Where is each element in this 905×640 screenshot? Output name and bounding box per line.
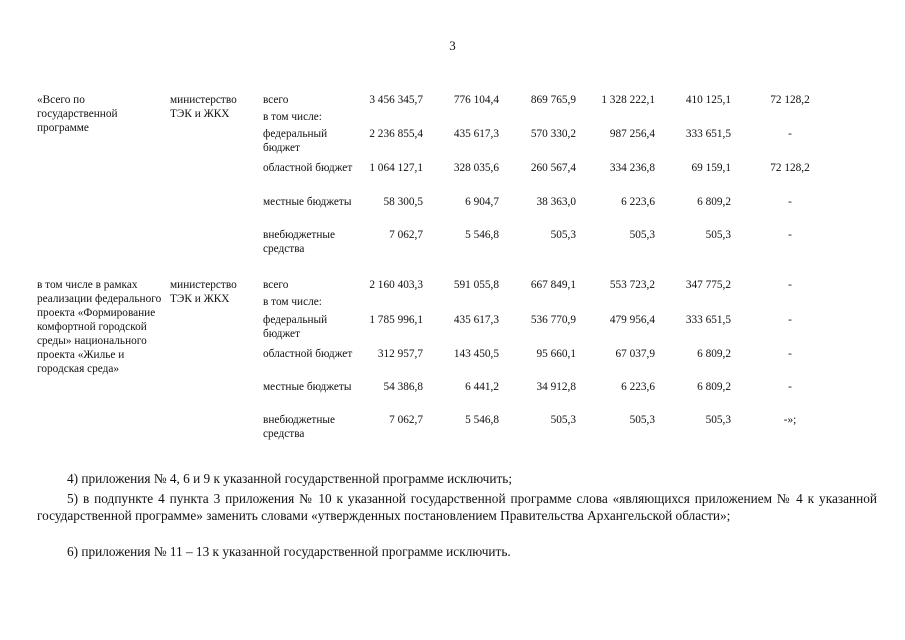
value-year-3: 6 223,6 bbox=[621, 196, 655, 208]
value-year-5: - bbox=[788, 348, 792, 360]
value-year-3: 505,3 bbox=[629, 414, 655, 426]
value-year-4: 6 809,2 bbox=[697, 196, 731, 208]
value-total: 7 062,7 bbox=[389, 414, 423, 426]
value-year-4: 333 651,5 bbox=[685, 314, 731, 326]
value-year-1: 776 104,4 bbox=[453, 94, 499, 106]
page-number: 3 bbox=[449, 38, 456, 53]
value-year-5: - bbox=[788, 128, 792, 140]
value-total: 3 456 345,7 bbox=[369, 94, 423, 106]
value-year-1: 143 450,5 bbox=[453, 348, 499, 360]
value-year-2: 260 567,4 bbox=[530, 162, 576, 174]
value-year-4: 505,3 bbox=[705, 414, 731, 426]
value-year-1: 6 904,7 bbox=[465, 196, 499, 208]
value-year-1: 591 055,8 bbox=[453, 279, 499, 291]
value-total: 1 785 996,1 bbox=[369, 314, 423, 326]
value-year-4: 69 159,1 bbox=[691, 162, 731, 174]
row-label: всего bbox=[263, 279, 289, 291]
table-row bbox=[0, 380, 905, 414]
value-year-2: 505,3 bbox=[550, 414, 576, 426]
table-row bbox=[0, 228, 905, 262]
row-label: в том числе: bbox=[263, 111, 322, 123]
value-year-5: 72 128,2 bbox=[770, 162, 810, 174]
row-label: в том числе: bbox=[263, 296, 322, 308]
value-total: 2 160 403,3 bbox=[369, 279, 423, 291]
value-total: 1 064 127,1 bbox=[369, 162, 423, 174]
paragraph-item-6: 6) приложения № 11 – 13 к указанной государственной программе исключить. bbox=[67, 544, 511, 559]
value-year-5: - bbox=[788, 381, 792, 393]
program-cell: «Всего по государственной программе bbox=[37, 94, 118, 134]
row-label: областной бюджет bbox=[263, 162, 353, 174]
row-label: федеральный бюджет bbox=[263, 128, 328, 154]
value-year-2: 95 660,1 bbox=[536, 348, 576, 360]
row-label: всего bbox=[263, 94, 289, 106]
row-label: областной бюджет bbox=[263, 348, 353, 360]
value-year-4: 6 809,2 bbox=[697, 381, 731, 393]
value-year-3: 1 328 222,1 bbox=[601, 94, 655, 106]
value-year-5: - bbox=[788, 314, 792, 326]
value-year-2: 34 912,8 bbox=[536, 381, 576, 393]
row-label: федеральный бюджет bbox=[263, 314, 328, 340]
value-year-1: 435 617,3 bbox=[453, 314, 499, 326]
table-row bbox=[0, 161, 905, 195]
value-year-1: 435 617,3 bbox=[453, 128, 499, 140]
table-row bbox=[0, 127, 905, 161]
value-year-2: 667 849,1 bbox=[530, 279, 576, 291]
value-year-4: 6 809,2 bbox=[697, 348, 731, 360]
value-total: 58 300,5 bbox=[383, 196, 423, 208]
value-year-3: 505,3 bbox=[629, 229, 655, 241]
value-total: 7 062,7 bbox=[389, 229, 423, 241]
value-year-1: 5 546,8 bbox=[465, 414, 499, 426]
value-year-5: - bbox=[788, 279, 792, 291]
value-year-2: 869 765,9 bbox=[530, 94, 576, 106]
value-year-5: - bbox=[788, 196, 792, 208]
value-total: 2 236 855,4 bbox=[369, 128, 423, 140]
row-label: внебюджетные средства bbox=[263, 229, 336, 255]
value-year-3: 6 223,6 bbox=[621, 381, 655, 393]
value-year-2: 570 330,2 bbox=[530, 128, 576, 140]
row-label: местные бюджеты bbox=[263, 381, 352, 393]
table-row bbox=[0, 313, 905, 347]
table-row bbox=[0, 347, 905, 381]
paragraph-item-4: 4) приложения № 4, 6 и 9 к указанной государственной программе исключить; bbox=[67, 471, 513, 486]
value-year-2: 536 770,9 bbox=[530, 314, 576, 326]
value-year-3: 479 956,4 bbox=[609, 314, 655, 326]
value-year-3: 987 256,4 bbox=[609, 128, 655, 140]
value-year-3: 334 236,8 bbox=[609, 162, 655, 174]
value-total: 54 386,8 bbox=[383, 381, 423, 393]
value-year-4: 505,3 bbox=[705, 229, 731, 241]
value-year-4: 347 775,2 bbox=[685, 279, 731, 291]
value-year-5: 72 128,2 bbox=[770, 94, 810, 106]
executor-cell: министерство ТЭК и ЖКХ bbox=[170, 94, 237, 120]
value-year-2: 38 363,0 bbox=[536, 196, 576, 208]
program-cell: в том числе в рамках реализации федерального проекта «Формирование комфортной городской среды» национального проекта «Жилье и городская среда» bbox=[37, 279, 162, 375]
value-year-1: 328 035,6 bbox=[453, 162, 499, 174]
value-year-5: -»; bbox=[783, 414, 797, 426]
value-year-4: 333 651,5 bbox=[685, 128, 731, 140]
executor-cell: министерство ТЭК и ЖКХ bbox=[170, 279, 237, 305]
paragraph-item-5: 5) в подпункте 4 пункта 3 приложения № 10 к указанной государственной программе слова «являющихся приложением № 4 к указанной государственной программе» заменить словами «утвержденных постановлением Правительства Архангельской области»; bbox=[37, 491, 877, 523]
row-label: местные бюджеты bbox=[263, 196, 352, 208]
value-year-2: 505,3 bbox=[550, 229, 576, 241]
value-year-1: 6 441,2 bbox=[465, 381, 499, 393]
table-row bbox=[0, 195, 905, 229]
value-total: 312 957,7 bbox=[377, 348, 423, 360]
value-year-4: 410 125,1 bbox=[685, 94, 731, 106]
value-year-1: 5 546,8 bbox=[465, 229, 499, 241]
table-row bbox=[0, 413, 905, 447]
value-year-3: 67 037,9 bbox=[615, 348, 655, 360]
row-label: внебюджетные средства bbox=[263, 414, 336, 440]
value-year-5: - bbox=[788, 229, 792, 241]
value-year-3: 553 723,2 bbox=[609, 279, 655, 291]
